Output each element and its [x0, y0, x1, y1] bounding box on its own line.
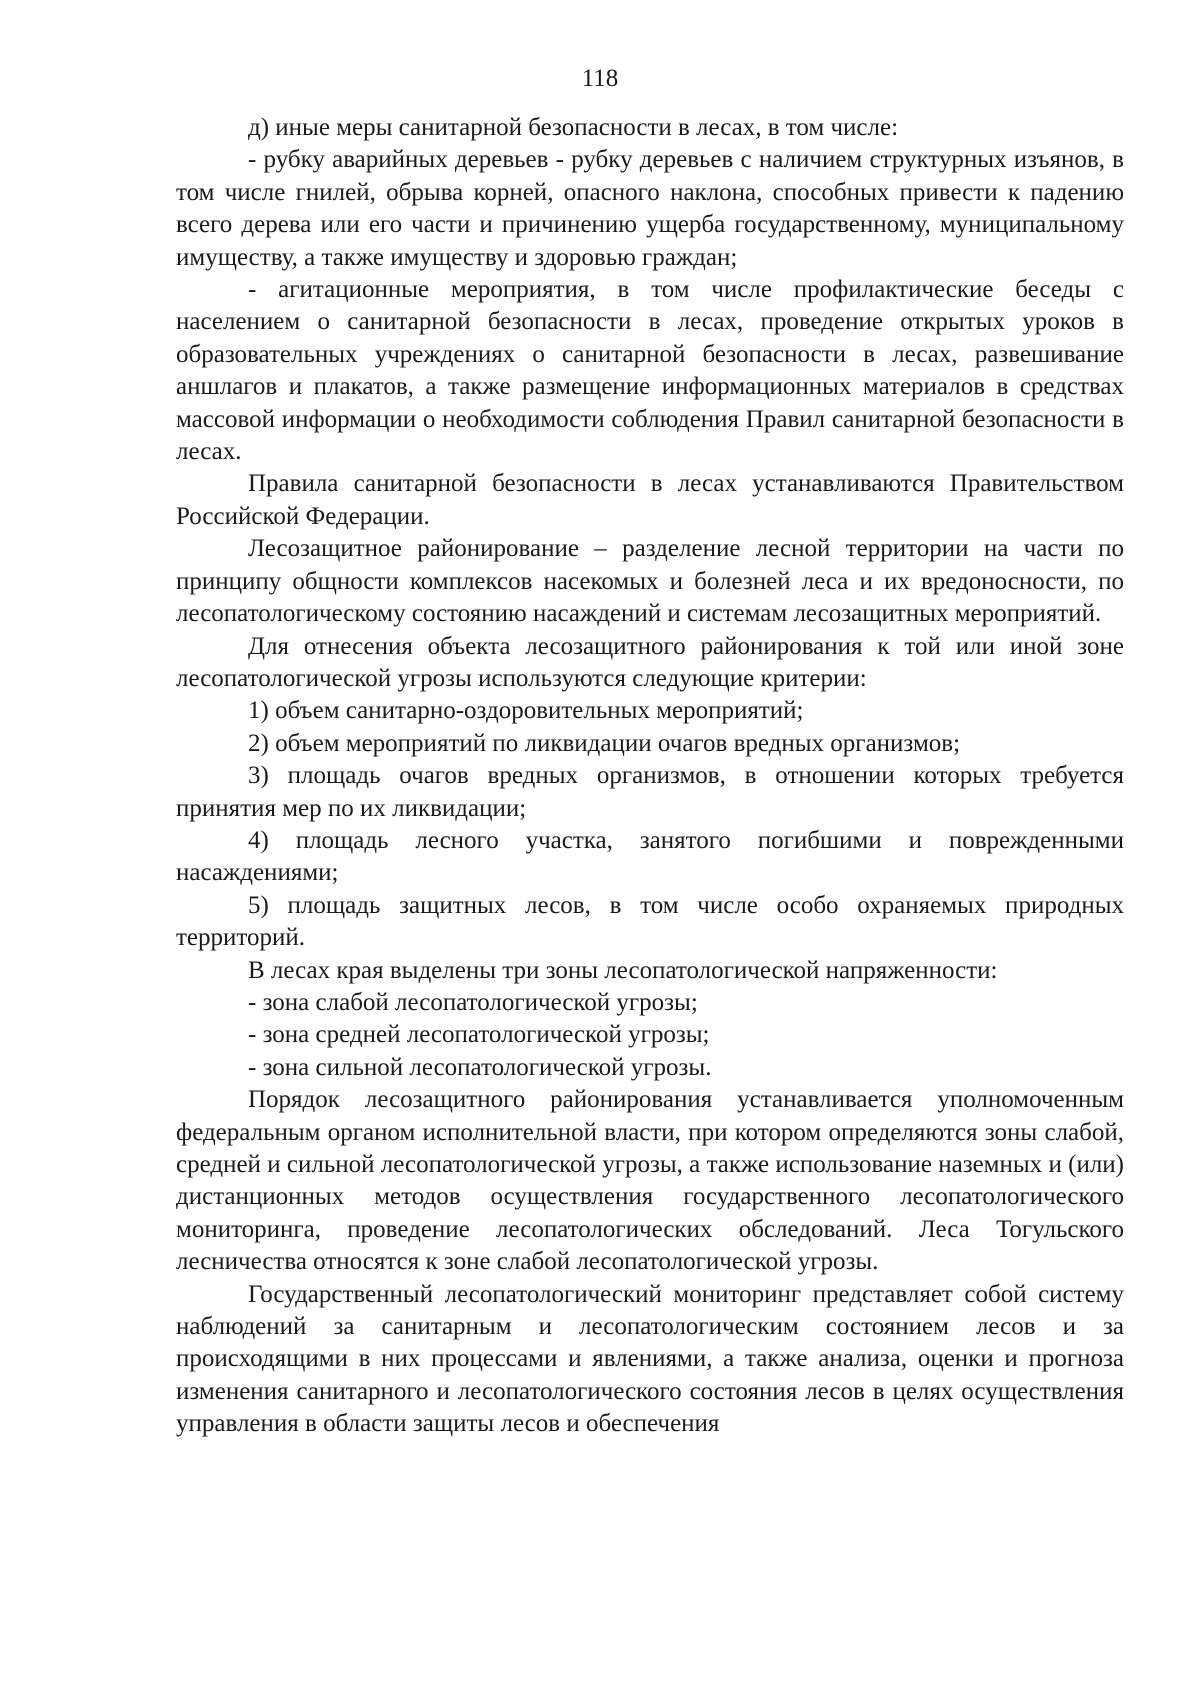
criterion-2: 2) объем мероприятий по ликвидации очагов вредных организмов;: [248, 729, 961, 757]
document-body: [176, 112, 1124, 1441]
criterion-4: 4) площадь лесного участка, занятого погибшими и поврежденными насаждениями;: [176, 826, 1124, 887]
zone-weak-threat: - зона слабой лесопатологической угрозы;: [248, 988, 698, 1016]
zone-medium-threat: - зона средней лесопатологической угрозы;: [248, 1021, 710, 1049]
paragraph-zoning-procedure: Порядок лесозащитного районирования устанавливается уполномоченным федеральным органом исполнительной власти, при котором определяются зоны слабой, средней и сильной лесопатологической угрозы, а также использование наземных и (или) дистанционных методов осуществления государственного лесопатологического мониторинга, проведение лесопатологических обследований. Леса Тогульского лесничества относятся к зоне слабой лесопатологической угрозы.: [176, 1086, 1124, 1276]
paragraph-campaign-activities: - агитационные мероприятия, в том числе профилактические беседы с населением о санитарной безопасности в лесах, проведение открытых уроков в образовательных учреждениях о санитарной безопасности в лесах, развешивание аншлагов и плакатов, а также размещение информационных материалов в средствах массовой информации о необходимости соблюдения Правил санитарной безопасности в лесах.: [176, 276, 1124, 466]
paragraph-zoning-criteria-intro: Для отнесения объекта лесозащитного районирования к той или иной зоне лесопатологической угрозы используются следующие критерии:: [176, 632, 1124, 692]
criterion-3: 3) площадь очагов вредных организмов, в отношении которых требуется принятия мер по их ликвидации;: [176, 762, 1124, 822]
paragraph-emergency-tree-felling: - рубку аварийных деревьев - рубку деревьев с наличием структурных изъянов, в том числе гнилей, обрыва корней, опасного наклона, способных привести к падению всего дерева или его части и причинению ущерба государственному, муниципальному имуществу, а также имуществу и здоровью граждан;: [176, 146, 1124, 271]
paragraph-three-zones-intro: В лесах края выделены три зоны лесопатологической напряженности:: [248, 956, 998, 984]
paragraph-other-sanitary-measures: д) иные меры санитарной безопасности в лесах, в том числе:: [248, 114, 899, 141]
paragraph-state-monitoring: Государственный лесопатологический мониторинг представляет собой систему наблюдений за санитарным и лесопатологическим состоянием лесов и за происходящими в них процессами и явлениями, а также анализа, оценки и прогноза изменения санитарного и лесопатологического состояния лесов в целях осуществления управления в области защиты лесов и обеспечения: [176, 1280, 1124, 1438]
criterion-1: 1) объем санитарно-оздоровительных мероприятий;: [248, 697, 804, 725]
paragraph-forest-protection-zoning: Лесозащитное районирование – разделение лесной территории на части по принципу общности комплексов насекомых и болезней леса и их вредоносности, по лесопатологическому состоянию насаждений и системам лесозащитных мероприятий.: [176, 535, 1124, 628]
paragraph-sanitary-rules: Правила санитарной безопасности в лесах устанавливаются Правительством Российской Федерации.: [176, 470, 1124, 530]
page-number: 118: [581, 65, 619, 92]
criterion-5: 5) площадь защитных лесов, в том числе особо охраняемых природных территорий.: [176, 891, 1124, 952]
zone-strong-threat: - зона сильной лесопатологической угрозы.: [248, 1053, 712, 1081]
